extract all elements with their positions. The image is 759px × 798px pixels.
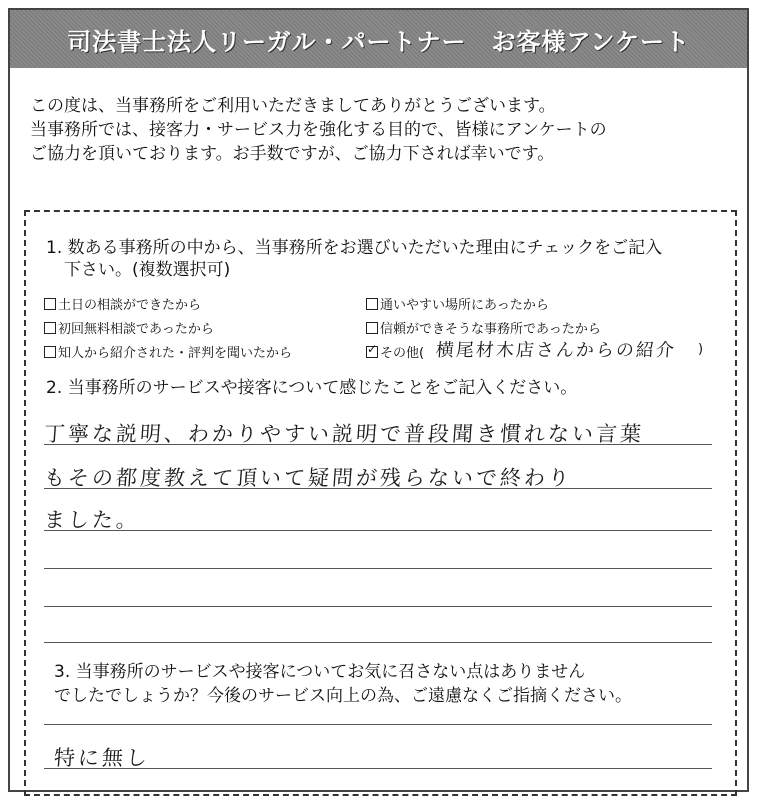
- intro-line-3: ご協力を頂いております。お手数ですが、ご協力下されば幸いです。: [30, 144, 555, 164]
- q1-other-handwritten: 横尾材木店さんからの紹介: [435, 340, 677, 361]
- q1-option-location[interactable]: [366, 294, 549, 313]
- survey-form: [8, 8, 749, 792]
- q1-option-other[interactable]: [366, 342, 424, 361]
- answer-rule: [44, 606, 712, 607]
- checkbox-checked[interactable]: [366, 346, 378, 358]
- q2-answer-line-2: もその都度教えて頂いて疑問が残らないで終わり: [43, 466, 573, 490]
- form-title: 司法書士法人リーガル・パートナー お客様アンケート: [66, 27, 691, 56]
- option-label: 土日の相談ができたから: [58, 298, 202, 313]
- q2-text: 2. 当事務所のサービスや接客について感じたことをご記入ください。: [46, 378, 578, 398]
- q3-answer: 特に無し: [53, 746, 151, 770]
- questions-area: [24, 210, 737, 796]
- intro-line-2: 当事務所では、接客力・サービス力を強化する目的で、皆様にアンケートの: [30, 120, 607, 140]
- checkbox[interactable]: [44, 346, 56, 358]
- q3-text-line-2: でしたでしょうか？今後のサービス向上の為、ご遠慮なくご指摘ください。: [54, 686, 632, 706]
- intro-line-1: この度は、当事務所をご利用いただきましてありがとうございます。: [30, 96, 556, 116]
- answer-rule: [44, 568, 712, 569]
- checkbox[interactable]: [44, 298, 56, 310]
- answer-rule: [44, 444, 712, 445]
- intro-text: [30, 94, 730, 166]
- q1-option-referral[interactable]: [44, 342, 292, 361]
- q3-text-line-1: 3. 当事務所のサービスや接客についてお気に召さない点はありません: [54, 662, 586, 682]
- q1-option-free-consult[interactable]: [44, 318, 214, 337]
- q1-text-line-2: 下さい。(複数選択可): [64, 260, 231, 280]
- answer-rule: [44, 768, 712, 769]
- q1-option-weekend[interactable]: [44, 294, 201, 313]
- checkbox[interactable]: [366, 298, 378, 310]
- option-label: 知人から紹介された・評判を聞いたから: [58, 346, 293, 361]
- q1-other-close-paren: ): [698, 342, 704, 357]
- answer-rule: [44, 724, 712, 725]
- checkbox[interactable]: [44, 322, 56, 334]
- answer-rule: [44, 642, 712, 643]
- form-header: [10, 10, 747, 68]
- answer-rule: [44, 530, 712, 531]
- option-label: その他(: [380, 346, 425, 361]
- q2-answer-line-1: 丁寧な説明、わかりやすい説明で普段聞き慣れない言葉: [43, 422, 645, 446]
- q2-answer-line-3: ました。: [43, 508, 141, 532]
- answer-rule: [44, 488, 712, 489]
- option-label: 通いやすい場所にあったから: [380, 298, 549, 313]
- q1-text-line-1: 1. 数ある事務所の中から、当事務所をお選びいただいた理由にチェックをご記入: [46, 238, 663, 258]
- checkbox[interactable]: [366, 322, 378, 334]
- q1-option-trust[interactable]: [366, 318, 601, 337]
- option-label: 初回無料相談であったから: [58, 322, 214, 337]
- option-label: 信頼ができそうな事務所であったから: [380, 322, 601, 337]
